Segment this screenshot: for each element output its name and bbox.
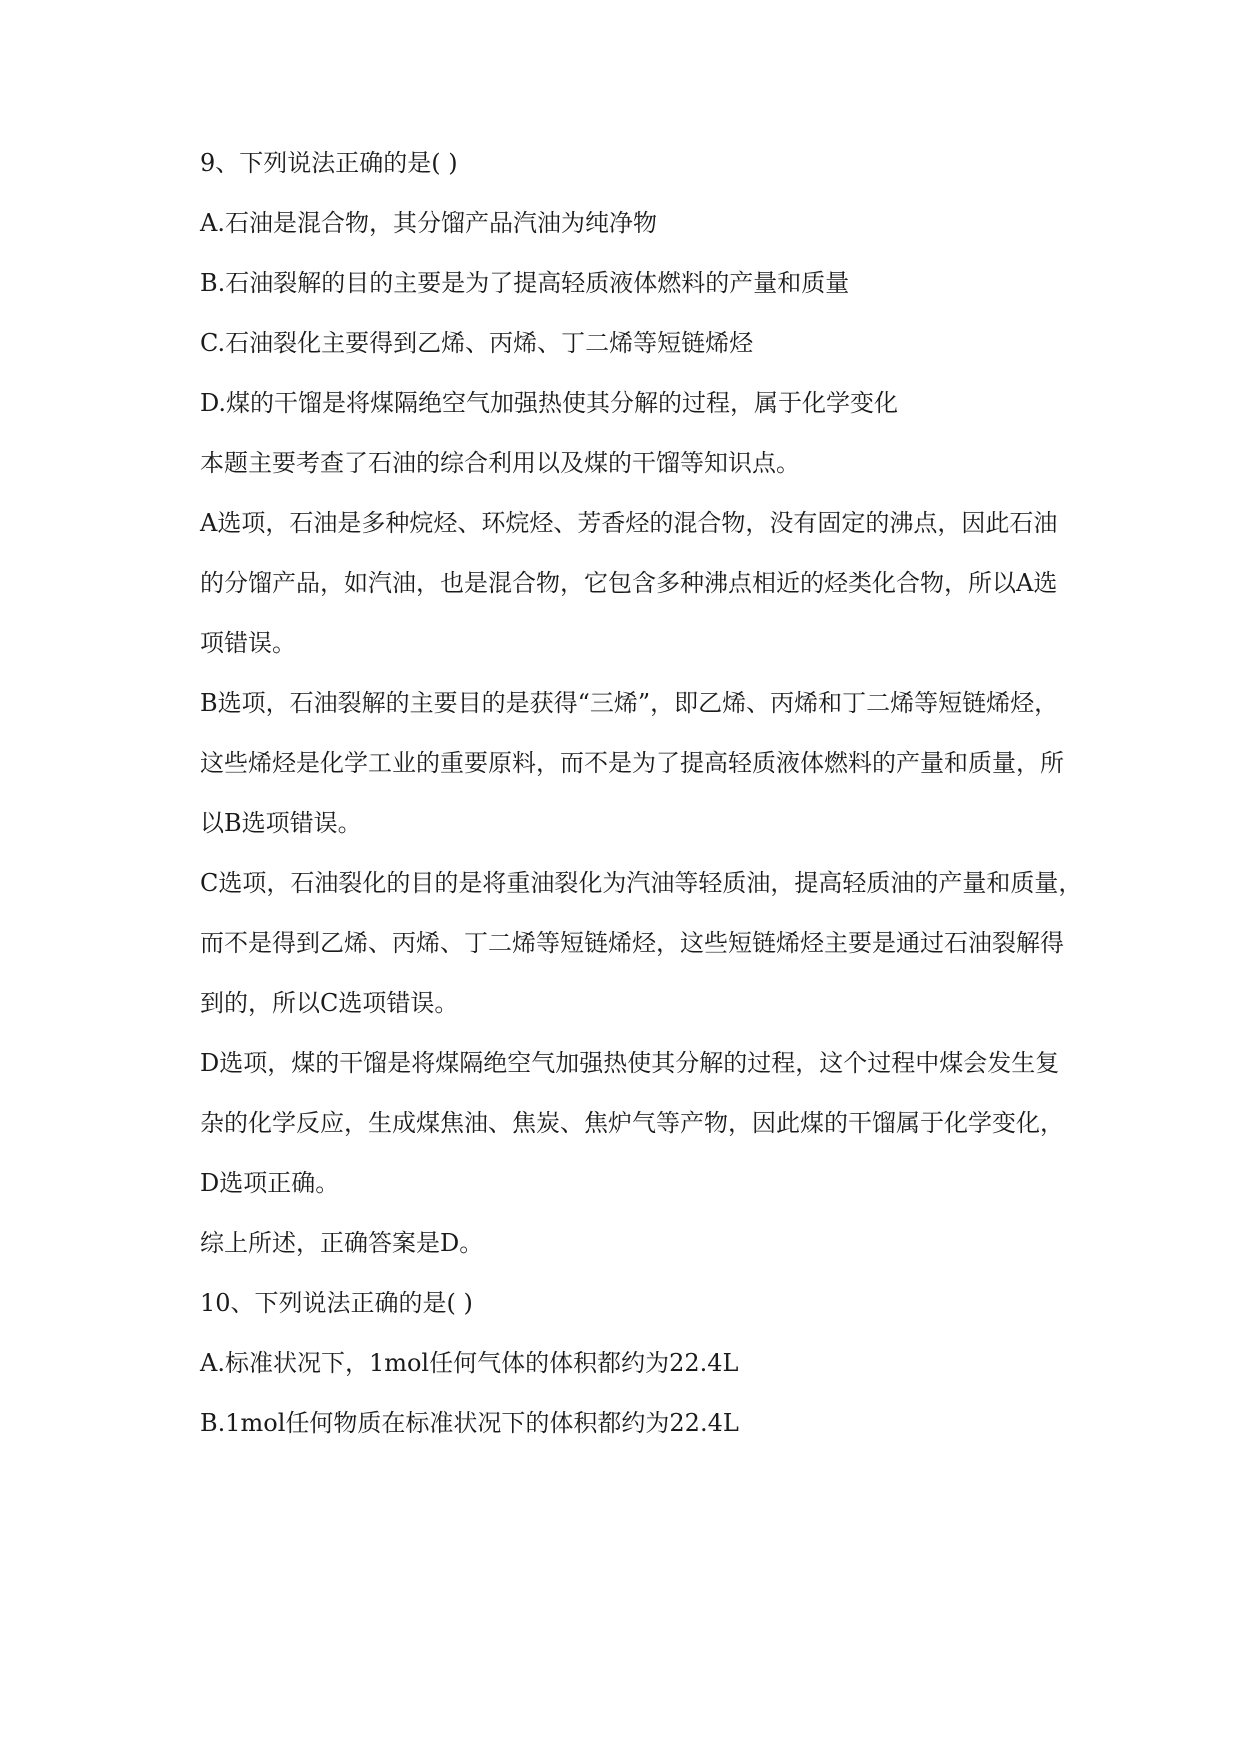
analysis-line: 杂的化学反应，生成煤焦油、焦炭、焦炉气等产物，因此煤的干馏属于化学变化， [200,1109,1064,1137]
question-9-option-b: B.石油裂解的目的主要是为了提高轻质液体燃料的产量和质量 [200,269,850,297]
analysis-line: 到的，所以C选项错误。 [200,989,459,1017]
analysis-intro: 本题主要考查了石油的综合利用以及煤的干馏等知识点。 [200,449,800,477]
question-10-option-b: B.1mol任何物质在标准状况下的体积都约为22.4L [200,1409,739,1437]
analysis-line: B选项，石油裂解的主要目的是获得“三烯”，即乙烯、丙烯和丁二烯等短链烯烃， [200,689,1059,717]
page-content [200,147,1100,1439]
analysis-line: 这些烯烃是化学工业的重要原料，而不是为了提高轻质液体燃料的产量和质量，所 [200,749,1064,777]
question-9-stem: 9、下列说法正确的是( ) [200,149,458,177]
analysis-line: 而不是得到乙烯、丙烯、丁二烯等短链烯烃，这些短链烯烃主要是通过石油裂解得 [200,929,1064,957]
question-9-option-c: C.石油裂化主要得到乙烯、丙烯、丁二烯等短链烯烃 [200,329,754,357]
analysis-line: 以B选项错误。 [200,809,362,837]
analysis-option-a [200,507,1100,659]
analysis-option-c [200,867,1100,1019]
analysis-option-d [200,1047,1100,1199]
analysis-line: 项错误。 [200,629,296,657]
analysis-line: D选项，煤的干馏是将煤隔绝空气加强热使其分解的过程，这个过程中煤会发生复 [200,1049,1060,1077]
analysis-line: A选项，石油是多种烷烃、环烷烃、芳香烃的混合物，没有固定的沸点，因此石油 [200,509,1058,537]
analysis-line: D选项正确。 [200,1169,340,1197]
analysis-line: C选项，石油裂化的目的是将重油裂化为汽油等轻质油，提高轻质油的产量和质量， [200,869,1083,897]
analysis-line: 的分馏产品，如汽油，也是混合物，它包含多种沸点相近的烃类化合物，所以A选 [200,569,1058,597]
analysis-conclusion: 综上所述，正确答案是D。 [200,1229,484,1257]
question-9-option-d: D.煤的干馏是将煤隔绝空气加强热使其分解的过程，属于化学变化 [200,389,899,417]
question-10-stem: 10、下列说法正确的是( ) [200,1289,473,1317]
analysis-option-b [200,687,1100,839]
question-9-option-a: A.石油是混合物，其分馏产品汽油为纯净物 [200,209,657,237]
question-10-option-a: A.标准状况下，1mol任何气体的体积都约为22.4L [200,1349,739,1377]
